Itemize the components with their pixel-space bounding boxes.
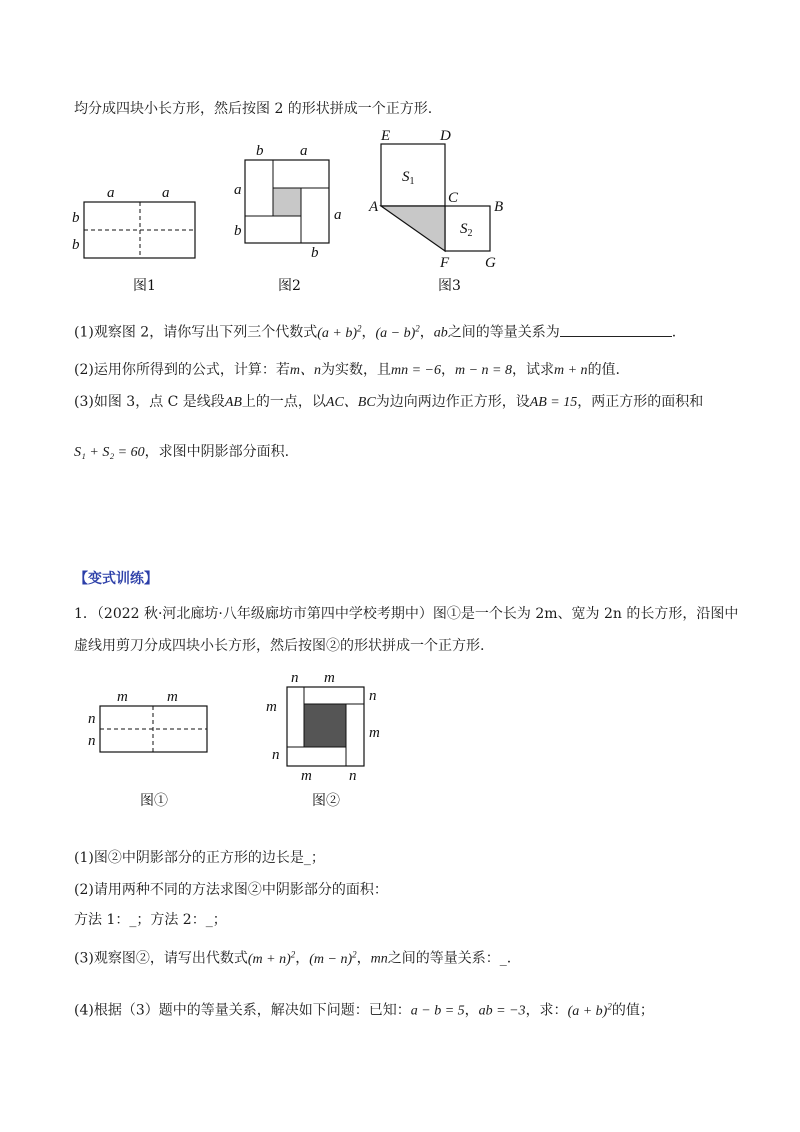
figb-label-bottom-m: m bbox=[301, 768, 312, 784]
question-1: (1)观察图 2，请你写出下列三个代数式$(a + b)^2$，$(a - b)^2$，ab之间的等量关系为 . bbox=[74, 323, 677, 341]
figures-row-1 bbox=[60, 125, 520, 300]
figure-a bbox=[88, 689, 207, 809]
figures-row-2 bbox=[80, 665, 400, 815]
question-3-continued: S₁ + S₂ = 60，求图中阴影部分面积. bbox=[74, 444, 290, 460]
subquestion-2-methods: 方法 1：_；方法 2：_； bbox=[74, 912, 227, 928]
question-3: (3)如图 3，点 C 是线段AB上的一点，以AC、BC为边向两边作正方形，设AB = 15，两正方形的面积和 bbox=[74, 394, 704, 410]
figb-label-right-n: n bbox=[369, 688, 377, 704]
question-2: (2)运用你所得到的公式，计算：若m、n为实数，且mn = −6，m − n = 8，试求m + n的值. bbox=[74, 362, 621, 378]
figa-top-label-1: m bbox=[117, 689, 128, 705]
subquestion-1: (1)图②中阴影部分的正方形的边长是_； bbox=[74, 850, 325, 866]
fig3-area-s2: $S_2$ bbox=[460, 221, 473, 239]
figb-caption: 图② bbox=[312, 793, 340, 809]
fig3-area-s1: $S_1$ bbox=[402, 169, 415, 187]
fig2-label-left-b: b bbox=[234, 223, 242, 239]
fig3-point-b: B bbox=[494, 199, 504, 215]
q1-expr-2: $(a - b)^2$ bbox=[375, 323, 420, 341]
fig3-caption: 图3 bbox=[438, 278, 461, 294]
figure-2 bbox=[234, 143, 342, 294]
fig2-label-right-a: a bbox=[334, 207, 342, 223]
figb-label-right-m: m bbox=[369, 725, 380, 741]
figure-3 bbox=[368, 128, 503, 294]
figb-label-left-m: m bbox=[266, 699, 277, 715]
subquestion-2: (2)请用两种不同的方法求图②中阴影部分的面积： bbox=[74, 882, 388, 898]
answer-blank[interactable] bbox=[560, 322, 672, 337]
fig2-label-left-a: a bbox=[234, 182, 242, 198]
exercise-1-line-1: 1．（2022 秋·河北廊坊·八年级廊坊市第四中学校考期中）图①是一个长为 2m、宽为 2n 的长方形，沿图中 bbox=[74, 606, 739, 622]
fig1-top-label-2: a bbox=[162, 185, 170, 201]
figb-label-bottom-n: n bbox=[349, 768, 357, 784]
fig1-caption: 图1 bbox=[133, 278, 156, 294]
fig1-left-label-2: b bbox=[72, 237, 80, 253]
subquestion-4: (4)根据（3）题中的等量关系，解决如下问题：已知：a − b = 5，ab = −3，求：$(a + b)^2$的值； bbox=[74, 1001, 654, 1019]
figb-label-left-n: n bbox=[272, 747, 280, 763]
fig3-point-d: D bbox=[440, 128, 451, 144]
figure-1 bbox=[72, 185, 195, 294]
subquestion-3: (3)观察图②，请写出代数式$(m + n)^2$，$(m - n)^2$，mn之间的等量关系：_. bbox=[74, 949, 512, 967]
fig3-point-c: C bbox=[448, 190, 459, 206]
figb-label-top-n: n bbox=[291, 670, 299, 686]
figa-left-label-2: n bbox=[88, 733, 96, 749]
figure-b bbox=[266, 670, 380, 809]
fig2-label-top-b: b bbox=[256, 143, 264, 159]
fig2-caption: 图2 bbox=[278, 278, 301, 294]
section-title: 【变式训练】 bbox=[74, 571, 158, 587]
fig3-point-f: F bbox=[440, 255, 450, 271]
intro-line: 均分成四块小长方形，然后按图 2 的形状拼成一个正方形. bbox=[74, 101, 433, 117]
figa-caption: 图① bbox=[140, 793, 168, 809]
figa-left-label-1: n bbox=[88, 711, 96, 727]
fig2-label-top-a: a bbox=[300, 143, 308, 159]
q1-expr-3: ab bbox=[433, 325, 448, 341]
fig1-left-label-1: b bbox=[72, 210, 80, 226]
fig3-point-a: A bbox=[369, 199, 379, 215]
fig2-label-bottom-b: b bbox=[311, 245, 319, 261]
q1-expr-1: $(a + b)^2$ bbox=[317, 323, 362, 341]
fig3-point-g: G bbox=[485, 255, 496, 271]
fig3-point-e: E bbox=[381, 128, 391, 144]
exercise-1-line-2: 虚线用剪刀分成四块小长方形，然后按图②的形状拼成一个正方形. bbox=[74, 638, 485, 654]
figb-label-top-m: m bbox=[324, 670, 335, 686]
fig1-top-label-1: a bbox=[107, 185, 115, 201]
figa-top-label-2: m bbox=[167, 689, 178, 705]
